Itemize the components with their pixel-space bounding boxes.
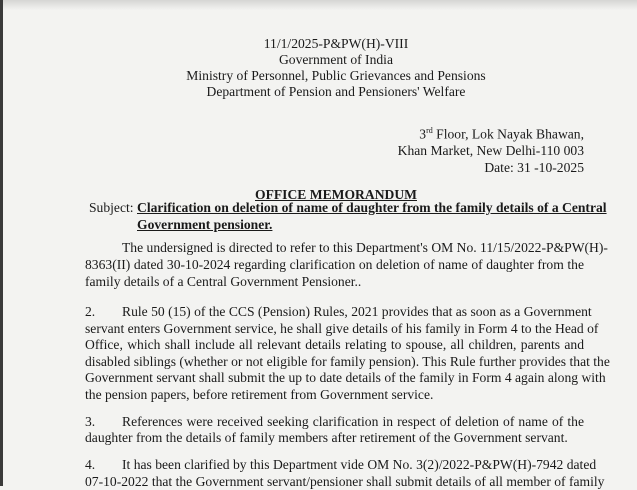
scan-shadow [0, 0, 637, 10]
para3-number: 3. [85, 414, 96, 429]
para3-line: daughter from the details of family members after retirement of the Government servant. [85, 430, 568, 445]
memo-title: OFFICE MEMORANDUM [255, 187, 417, 202]
para2-line: the pension papers, before retirement from Government service. [85, 387, 434, 402]
para2-line: Office, which shall include all relevant details relating to spouse, all children, parents and [85, 337, 584, 352]
para4-number: 4. [85, 457, 96, 472]
para1-line: The undersigned is directed to refer to this Department's OM No. 11/15/2022-P&PW(H)- [122, 240, 608, 255]
para4-line: 07-10-2022 that the Government servant/pensioner shall submit details of all member of family [85, 474, 605, 489]
para4-line: It has been clarified by this Department vide OM No. 3(2)/2022-P&PW(H)-7942 dated [122, 457, 597, 472]
para2-line: disabled siblings (whether or not eligible for family pension). This Rule further provides that the [85, 354, 610, 369]
subject-line-2: Government pensioner. [137, 217, 273, 232]
department-heading: Department of Pension and Pensioners' Welfare [206, 84, 466, 99]
address-line-2: Khan Market, New Delhi-110 003 [397, 143, 584, 158]
file-number: 11/1/2025-P&PW(H)-VIII [263, 36, 409, 51]
subject-label: Subject: [89, 200, 134, 215]
para2-line: servant enters Government service, he shall give details of his family in Form 4 to the Head of [85, 321, 599, 336]
para2-number: 2. [85, 304, 96, 319]
subject-line-1: Clarification on deletion of name of daughter from the family details of a Central [137, 200, 607, 215]
address-line-1: 3rd Floor, Lok Nayak Bhawan, [419, 126, 584, 142]
para2-line: Rule 50 (15) of the CCS (Pension) Rules, 2021 provides that as soon as a Government [122, 304, 592, 319]
para2-line: Government servant shall submit the up to date details of the family in Form 4 again along with [85, 370, 606, 385]
para1-line: 8363(II) dated 30-10-2024 regarding clarification on deletion of name of daughter from the [85, 257, 584, 272]
para1-line: family details of a Central Government Pensioner.. [85, 274, 362, 289]
government-heading: Government of India [278, 52, 393, 67]
ministry-heading: Ministry of Personnel, Public Grievances and Pensions [186, 68, 486, 83]
memo-date: Date: 31 -10-2025 [484, 160, 584, 175]
para3-line: References were received seeking clarification in respect of deletion of name of the [122, 414, 584, 429]
